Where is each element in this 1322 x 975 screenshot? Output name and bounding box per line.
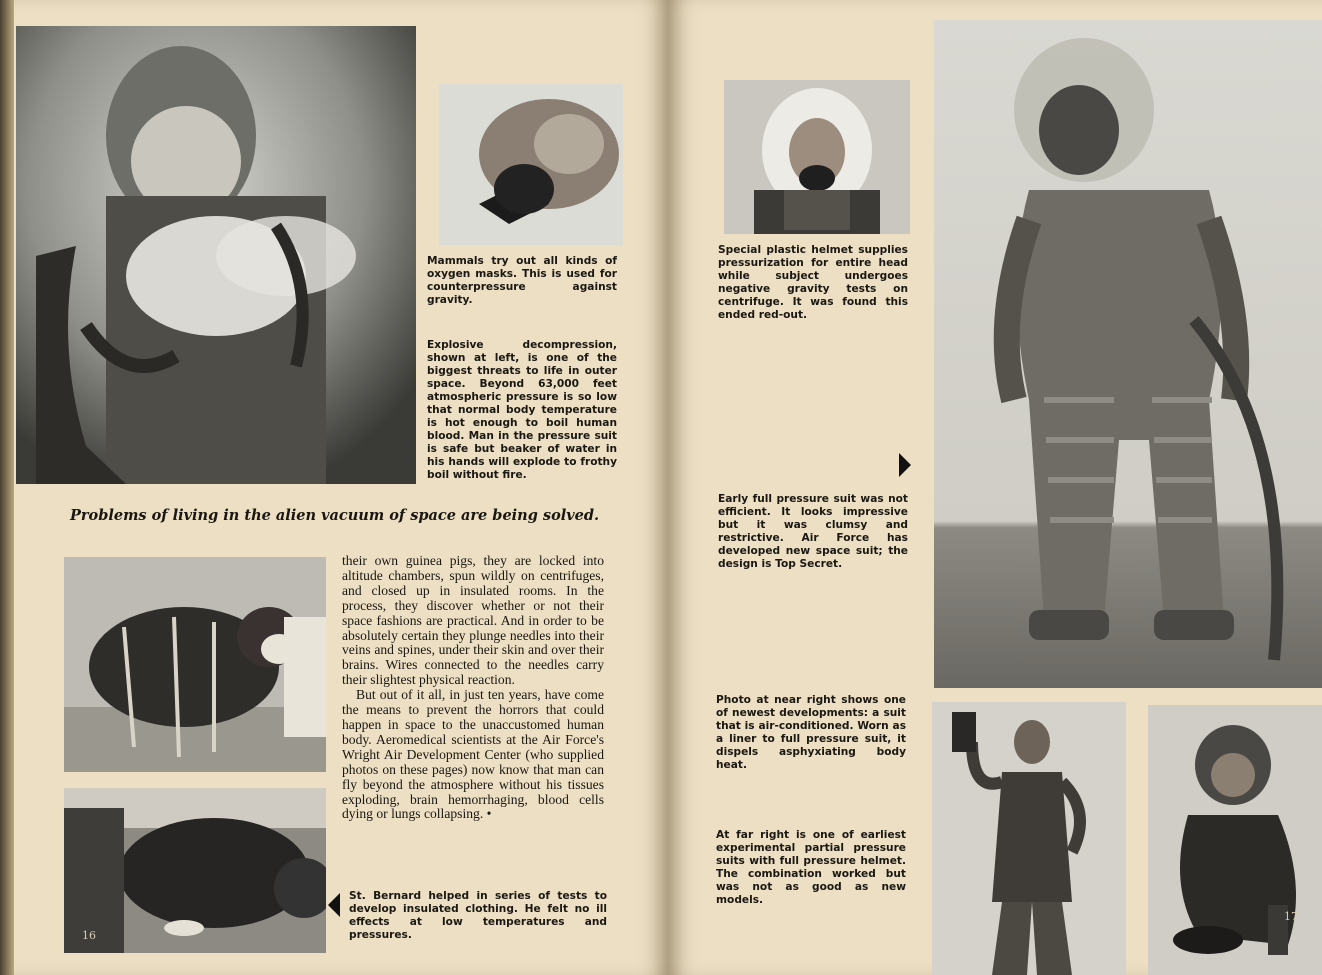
body-paragraph-2: But out of it all, in just ten years, have come the means to prevent the horrors that could happen in space to the unaccustomed human body. Aeromedical scientists at the Air Force's Wright Air Development Center (who supplied photos on these pages) now know that man can fly beyond the atmosphere without his tissues exploding, brain hemorrhaging, blood cells dying or lungs collapsing. • — [342, 687, 604, 822]
photo-animal-oxygen-mask — [439, 84, 623, 245]
pointer-right-arrow-icon — [899, 453, 911, 477]
photo-partial-pressure-suit — [1148, 705, 1322, 975]
caption-st-bernard: St. Bernard helped in series of tests to develop insulated clothing. He felt no ill effects at low temperatures and pressures. — [349, 890, 607, 941]
caption-plastic-helmet: Special plastic helmet supplies pressurization for entire head while subject undergoes negative gravity tests on centrifuge. It was found this ended red-out. — [718, 244, 908, 321]
caption-air-conditioned-suit: Photo at near right shows one of newest developments: a suit that is air-conditioned. Worn as a liner to full pressure suit, it dispels asphyxiating body heat. — [716, 694, 906, 771]
book-edge — [0, 0, 14, 975]
article-body — [342, 554, 604, 822]
photo-early-full-pressure-suit — [934, 20, 1322, 688]
photo-air-conditioned-suit — [932, 702, 1126, 975]
page-number-17: 17 — [1284, 910, 1298, 923]
photo-plastic-helmet — [724, 80, 910, 234]
photo-st-bernard-suit — [64, 557, 326, 772]
article-headline: Problems of living in the alien vacuum of space are being solved. — [70, 507, 600, 524]
caption-early-pressure-suit: Early full pressure suit was not efficient. It looks impressive but it was clumsy and restrictive. Air Force has developed new space suit; the design is Top Secret. — [718, 493, 908, 570]
pointer-left-arrow-icon — [328, 893, 340, 917]
photo-pressure-suit-pilot — [16, 26, 416, 484]
body-paragraph-1: their own guinea pigs, they are locked into altitude chambers, spun wildly on centrifuges, and closed up in insulated rooms. In the process, they discover whether or not their space fashions are practical. And in order to be absolutely certain they plunge needles into their veins and spines, under their skin and over their brains. Wires connected to the needles carry their slightest physical reaction. — [342, 553, 604, 688]
caption-explosive-decompression: Explosive decompression, shown at left, is one of the biggest threats to life in outer space. Beyond 63,000 feet atmospheric pressure is so low that normal body temperature is hot enough to boil human blood. Man in the pressure suit is safe but beaker of water in his hands will explode to frothy boil without fire. — [427, 339, 617, 481]
page-number-16: 16 — [82, 929, 96, 942]
right-page — [668, 0, 1322, 975]
caption-oxygen-masks: Mammals try out all kinds of oxygen masks. This is used for counterpressure against gravity. — [427, 255, 617, 306]
caption-partial-pressure-suit: At far right is one of earliest experimental partial pressure suits with full pressure helmet. The combination worked but was not as good as new models. — [716, 829, 906, 906]
photo-st-bernard-chamber — [64, 788, 326, 953]
